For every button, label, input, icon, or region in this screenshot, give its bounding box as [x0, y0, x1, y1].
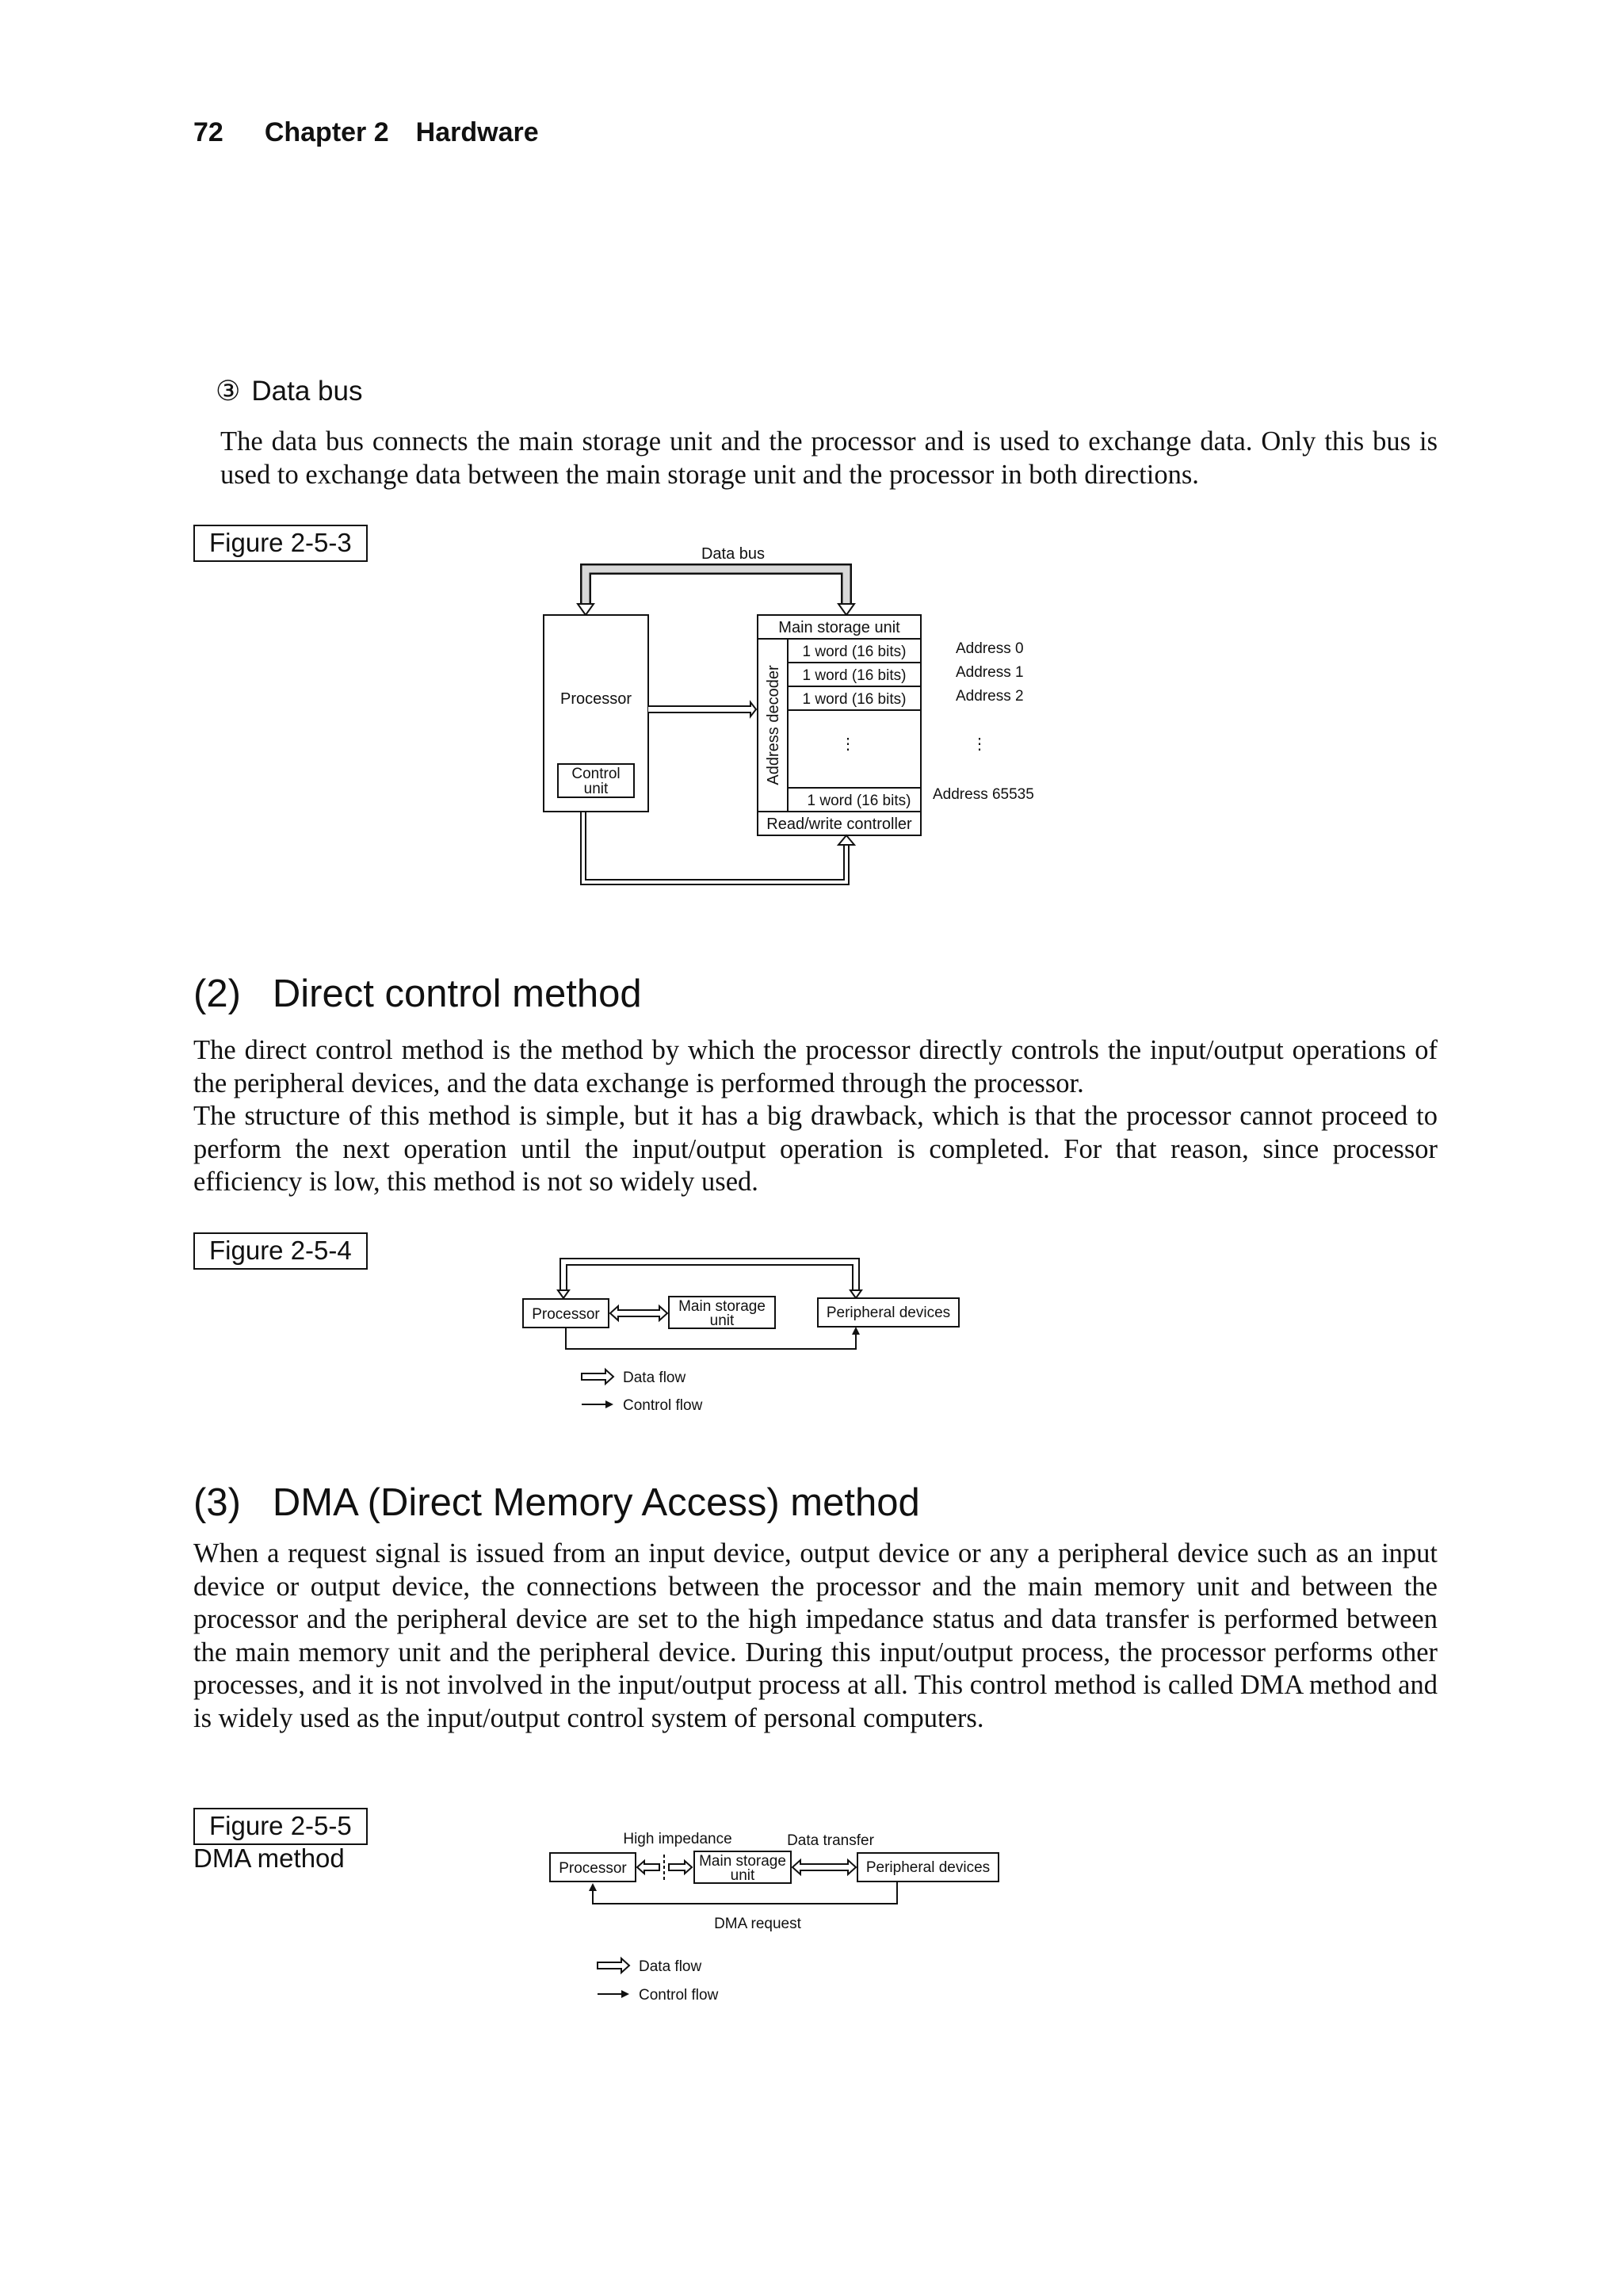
- dma-title: DMA (Direct Memory Access) method: [272, 1481, 920, 1524]
- main-storage-label-2: unit: [730, 1867, 755, 1884]
- high-impedance-arrow-right: [669, 1861, 692, 1874]
- control-unit-label-1: Control: [571, 766, 621, 782]
- word-row-ellipsis: ⋮: [840, 735, 856, 753]
- processor-label: Processor: [532, 1306, 600, 1323]
- direct-control-title: Direct control method: [272, 972, 642, 1015]
- address-0-label: Address 0: [956, 640, 1024, 657]
- high-impedance-arrow-left: [637, 1861, 659, 1874]
- address-bus-arrow: [648, 702, 756, 716]
- dma-request-label: DMA request: [714, 1916, 801, 1932]
- dma-heading: [193, 1480, 920, 1525]
- figure-caption-dma: DMA method: [193, 1843, 345, 1873]
- main-storage-label-1: Main storage: [678, 1298, 766, 1315]
- processor-label: Processor: [559, 1860, 627, 1877]
- peripheral-devices-label: Peripheral devices: [865, 1859, 991, 1876]
- control-unit-label-2: unit: [583, 781, 609, 797]
- data-bus-heading-text: Data bus: [251, 376, 363, 407]
- figure-data-bus-diagram: [523, 539, 1062, 896]
- peripheral-devices-label: Peripheral devices: [826, 1305, 951, 1321]
- figure-label-2-5-4: Figure 2-5-4: [193, 1232, 368, 1270]
- legend-data-flow-label: Data flow: [623, 1370, 686, 1386]
- main-storage-label: Main storage unit: [778, 619, 900, 636]
- section-number-2: (2): [193, 972, 241, 1015]
- main-storage-label-2: unit: [709, 1312, 735, 1329]
- word-row-1: 1 word (16 bits): [802, 667, 907, 684]
- legend-control-flow-label: Control flow: [623, 1397, 703, 1414]
- figure-label-2-5-3: Figure 2-5-3: [193, 525, 368, 562]
- legend-data-flow-icon: [582, 1370, 613, 1384]
- direct-control-paragraphs: [193, 1034, 1438, 1199]
- direct-control-heading: [193, 972, 642, 1016]
- processor-label: Processor: [559, 690, 632, 708]
- word-row-last: 1 word (16 bits): [807, 793, 911, 809]
- dma-request-line: [593, 1881, 897, 1904]
- address-decoder-label: Address decoder: [765, 665, 782, 785]
- chapter-title: Hardware: [415, 117, 539, 147]
- main-storage-label-1: Main storage: [699, 1853, 786, 1870]
- section-number-3: (3): [193, 1481, 241, 1524]
- direct-control-paragraph-1: The direct control method is the method by which the processor directly controls the input/output operations of the peripheral devices, and the data exchange is performed through the processor.: [193, 1035, 1438, 1098]
- data-transfer-arrow: [792, 1860, 856, 1874]
- address-1-label: Address 1: [956, 664, 1024, 681]
- chapter-label: Chapter 2: [264, 117, 389, 147]
- address-65535-label: Address 65535: [933, 786, 1034, 803]
- data-transfer-label: Data transfer: [787, 1832, 874, 1849]
- data-flow-top-arrow: [563, 1262, 856, 1292]
- word-row-2: 1 word (16 bits): [802, 691, 907, 708]
- rw-controller-label: Read/write controller: [766, 816, 912, 833]
- legend-data-flow-icon: [598, 1958, 629, 1973]
- page-header: [193, 117, 539, 148]
- address-ellipsis: ⋮: [972, 735, 987, 753]
- data-bus-paragraph: The data bus connects the main storage unit and the processor and is used to exchange data. Only this bus is used to exchange data between the main storage unit and the processor in both directions.: [220, 426, 1438, 490]
- data-bus-label: Data bus: [701, 545, 766, 563]
- figure-direct-control-diagram: [515, 1252, 975, 1419]
- direct-control-paragraph-2: The structure of this method is simple, but it has a big drawback, which is that the processor cannot proceed to perform the next operation until the input/output operation is completed. For that reason, since processor efficiency is low, this method is not so widely used.: [193, 1101, 1438, 1197]
- figure-label-2-5-5: Figure 2-5-5: [193, 1808, 368, 1845]
- figure-dma-diagram: [539, 1823, 1014, 2021]
- page-number: 72: [193, 117, 223, 147]
- address-2-label: Address 2: [956, 688, 1024, 705]
- data-bus-heading: [216, 376, 362, 407]
- dma-paragraph: When a request signal is issued from an input device, output device or any a peripheral device such as an input device or output device, the connections between the processor and the main memory unit and between the processor and the peripheral device are set to the high impedance status and data transfer is performed between the main memory unit and the peripheral device. During this input/output process, the processor performs other processes, and it is not involved in the input/output process at all. This control method is called DMA method and is widely used as the input/output control system of personal computers.: [193, 1538, 1438, 1733]
- word-row-0: 1 word (16 bits): [802, 644, 907, 660]
- control-flow-line: [566, 1328, 856, 1349]
- data-bus-arrow: [586, 569, 846, 609]
- high-impedance-label: High impedance: [623, 1831, 732, 1847]
- data-flow-processor-storage: [610, 1306, 667, 1320]
- legend-control-flow-label: Control flow: [639, 1987, 719, 2004]
- circled-number-marker: ③: [216, 376, 241, 407]
- legend-data-flow-label: Data flow: [639, 1958, 702, 1975]
